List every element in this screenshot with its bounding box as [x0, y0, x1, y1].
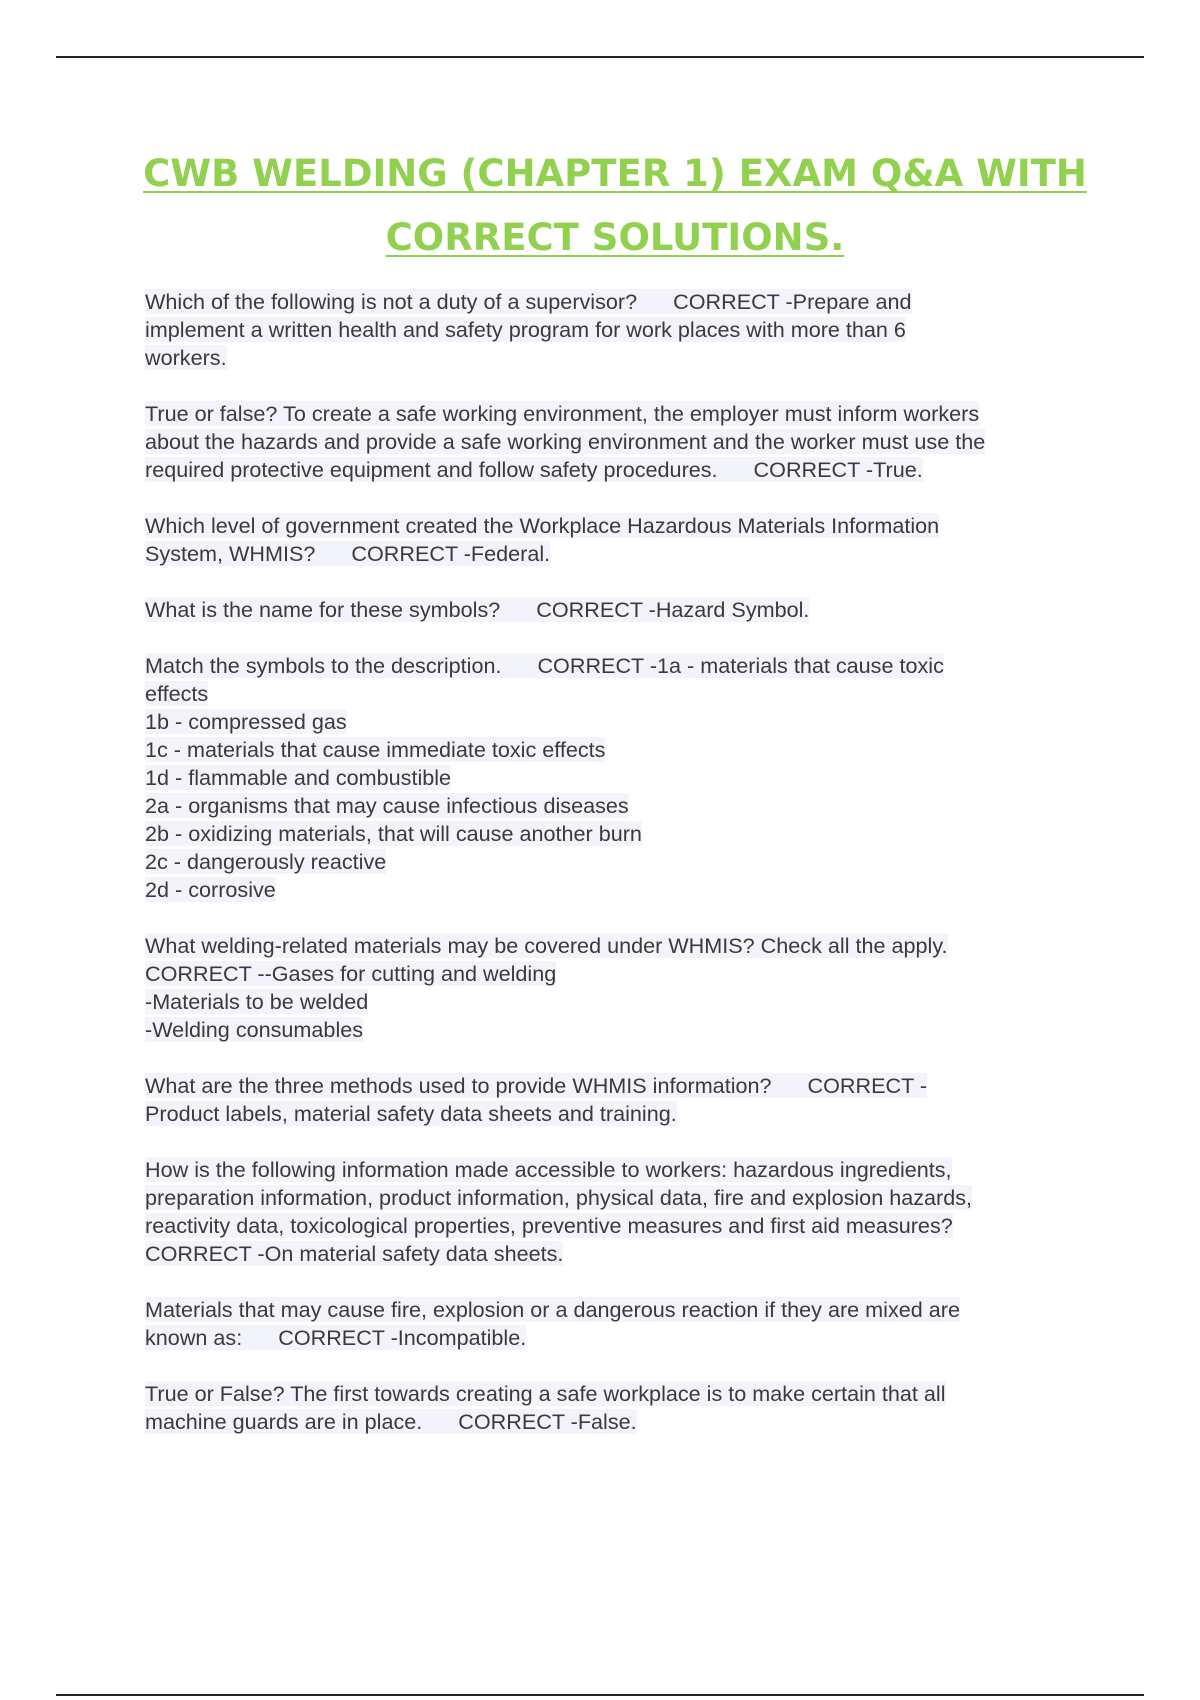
qa-list [145, 288, 1095, 1464]
qa-line: Which of the following is not a duty of a supervisor? CORRECT -Prepare and [145, 289, 912, 314]
qa-line: 1d - flammable and combustible [145, 765, 452, 790]
qa-line: What welding-related materials may be covered under WHMIS? Check all the apply. [145, 933, 948, 958]
qa-item [145, 1072, 1095, 1128]
qa-line: What are the three methods used to provide WHMIS information? CORRECT - [145, 1073, 928, 1098]
qa-line: True or false? To create a safe working environment, the employer must inform workers [145, 401, 980, 426]
qa-line: Match the symbols to the description. CORRECT -1a - materials that cause toxic [145, 653, 944, 678]
qa-item [145, 652, 1095, 904]
qa-line: CORRECT -On material safety data sheets. [145, 1241, 564, 1266]
qa-line: Product labels, material safety data sheets and training. [145, 1101, 677, 1126]
page-title [140, 142, 1090, 270]
qa-line: -Welding consumables [145, 1017, 364, 1042]
qa-line: required protective equipment and follow safety procedures. CORRECT -True. [145, 457, 923, 482]
qa-item [145, 512, 1095, 568]
qa-line: known as: CORRECT -Incompatible. [145, 1325, 527, 1350]
qa-line: Which level of government created the Workplace Hazardous Materials Information [145, 513, 940, 538]
qa-line: 2b - oxidizing materials, that will cause another burn [145, 821, 642, 846]
qa-item [145, 1296, 1095, 1352]
qa-line: True or False? The first towards creating a safe workplace is to make certain that all [145, 1381, 946, 1406]
qa-line: Materials that may cause fire, explosion or a dangerous reaction if they are mixed are [145, 1297, 960, 1322]
footer-rule [56, 1694, 1144, 1696]
qa-line: machine guards are in place. CORRECT -False. [145, 1409, 637, 1434]
qa-line: What is the name for these symbols? CORRECT -Hazard Symbol. [145, 597, 810, 622]
qa-line: 1b - compressed gas [145, 709, 347, 734]
qa-line: How is the following information made accessible to workers: hazardous ingredients, [145, 1157, 952, 1182]
qa-line: preparation information, product information, physical data, fire and explosion hazards, [145, 1185, 973, 1210]
qa-item [145, 932, 1095, 1044]
qa-line: -Materials to be welded [145, 989, 369, 1014]
qa-line: System, WHMIS? CORRECT -Federal. [145, 541, 551, 566]
qa-item [145, 1156, 1095, 1268]
qa-line: 2a - organisms that may cause infectious diseases [145, 793, 629, 818]
qa-line: 2d - corrosive [145, 877, 276, 902]
qa-item [145, 596, 1095, 624]
title-line-1: CWB WELDING (CHAPTER 1) EXAM Q&A WITH [143, 152, 1087, 195]
title-line-2: CORRECT SOLUTIONS. [385, 216, 845, 259]
qa-item [145, 288, 1095, 372]
qa-line: workers. [145, 345, 227, 370]
qa-line: effects [145, 681, 209, 706]
qa-line: implement a written health and safety program for work places with more than 6 [145, 317, 906, 342]
qa-item [145, 400, 1095, 484]
qa-item [145, 1380, 1095, 1436]
header-rule [56, 56, 1144, 58]
qa-line: CORRECT --Gases for cutting and welding [145, 961, 557, 986]
qa-line: 2c - dangerously reactive [145, 849, 387, 874]
qa-line: about the hazards and provide a safe working environment and the worker must use the [145, 429, 986, 454]
qa-line: 1c - materials that cause immediate toxic effects [145, 737, 606, 762]
qa-line: reactivity data, toxicological properties, preventive measures and first aid measures? [145, 1213, 953, 1238]
